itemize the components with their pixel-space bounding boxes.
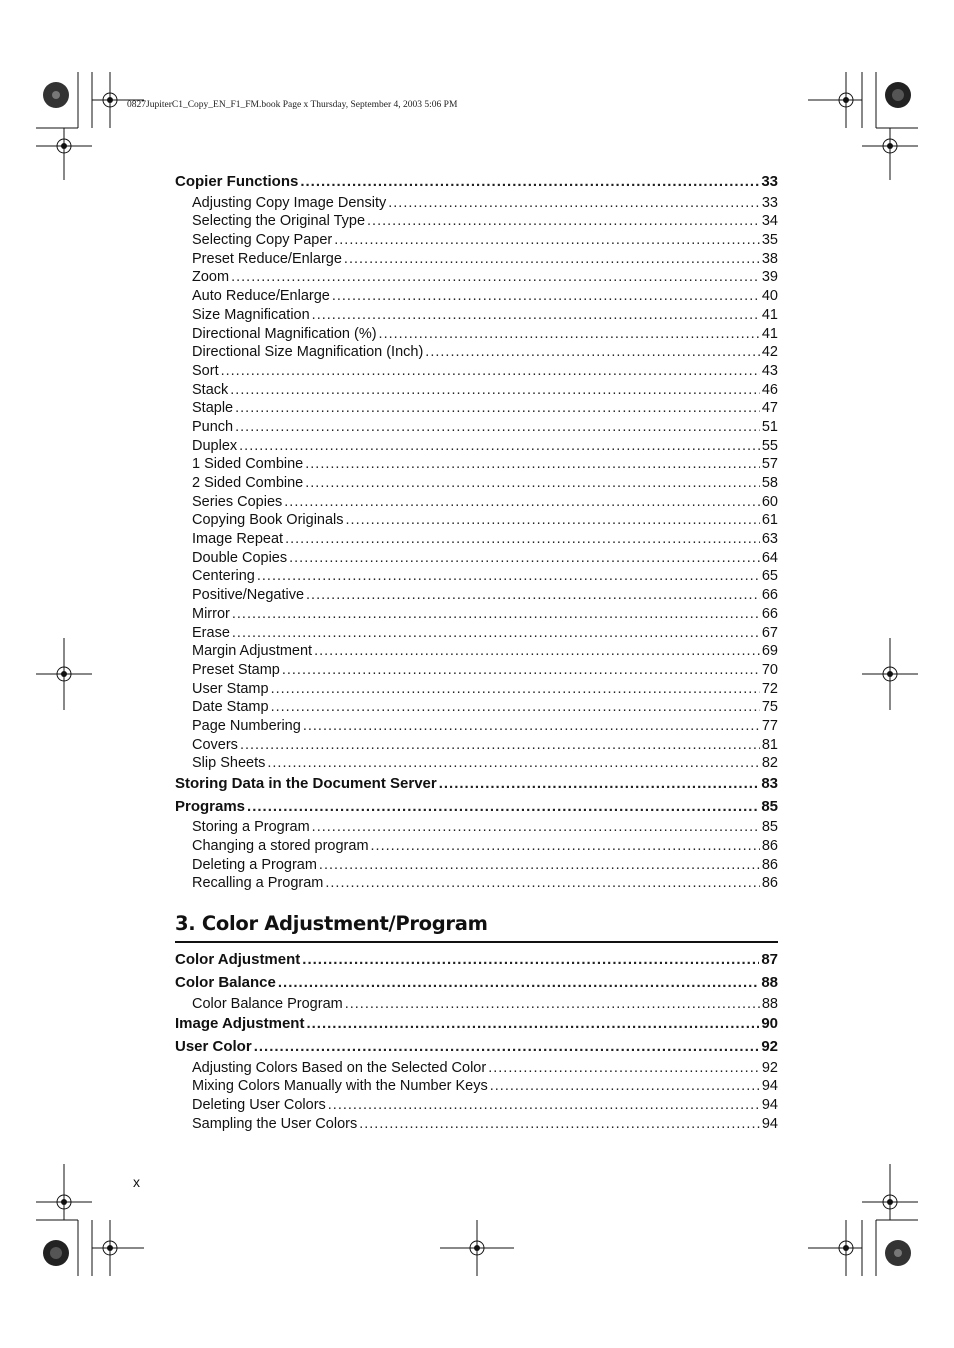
toc-entry[interactable]	[175, 418, 778, 437]
toc-entry[interactable]	[175, 325, 778, 344]
toc-entry-page: 63	[761, 531, 778, 548]
toc-entry-page: 42	[761, 344, 778, 361]
toc-entry-title: Preset Stamp	[192, 661, 280, 678]
toc-entry-page: 86	[761, 875, 778, 892]
toc-entry-page: 33	[761, 173, 778, 190]
toc-entry[interactable]	[175, 381, 778, 400]
toc-entry-page: 41	[761, 306, 778, 323]
toc-entry-page: 60	[761, 493, 778, 510]
toc-entry-main[interactable]	[175, 171, 778, 194]
toc-entry[interactable]	[175, 399, 778, 418]
toc-entry-title: User Color	[175, 1037, 252, 1055]
toc-entry-main[interactable]	[175, 1036, 778, 1059]
toc-entry-title: Mixing Colors Manually with the Number Keys	[192, 1078, 488, 1095]
dot-leader	[425, 343, 760, 362]
toc-entry-page: 94	[761, 1078, 778, 1095]
dot-leader	[332, 287, 760, 306]
toc-entry-title: Image Adjustment	[175, 1015, 305, 1033]
toc-entry-page: 34	[761, 213, 778, 230]
toc-entry[interactable]	[175, 287, 778, 306]
dot-leader	[257, 567, 760, 586]
dot-leader	[231, 268, 760, 287]
toc-entry-page: 88	[761, 995, 778, 1012]
dot-leader	[306, 1013, 759, 1036]
dot-leader	[247, 796, 759, 819]
toc-entry-title: 2 Sided Combine	[192, 475, 304, 491]
toc-entry-title: Sort	[192, 362, 219, 379]
toc-entry[interactable]	[175, 680, 778, 699]
toc-entry-page: 77	[761, 717, 778, 734]
toc-entry-title: Stack	[192, 381, 229, 398]
toc-entry[interactable]	[175, 837, 778, 856]
toc-entry-title: Mirror	[192, 605, 230, 622]
toc-entry[interactable]	[175, 455, 778, 474]
toc-entry-title: Color Balance	[175, 973, 276, 991]
dot-leader	[278, 972, 759, 995]
toc-entry-main[interactable]	[175, 972, 778, 995]
toc-entry[interactable]	[175, 268, 778, 287]
toc-entry-title: Erase	[192, 624, 230, 641]
dot-leader	[312, 818, 760, 837]
dot-leader	[367, 212, 760, 231]
toc-entry-main[interactable]	[175, 796, 778, 819]
toc-entry-page: 33	[761, 194, 778, 211]
toc-entry-page: 35	[761, 232, 778, 249]
toc-entry-title: Size Magnification	[192, 306, 310, 323]
toc-entry[interactable]	[175, 1096, 778, 1115]
toc-entry-page: 38	[761, 250, 778, 267]
toc-entry-page: 57	[761, 456, 778, 473]
toc-entry-page: 92	[761, 1037, 778, 1055]
dot-leader	[334, 231, 760, 250]
dot-leader	[235, 399, 760, 418]
toc-entry[interactable]	[175, 362, 778, 381]
toc-entry-page: 87	[761, 951, 778, 969]
toc-entry-title: Directional Size Magnification (Inch)	[192, 344, 424, 361]
toc-entry-page: 88	[761, 973, 778, 991]
dot-leader	[306, 586, 760, 605]
toc-entry[interactable]	[175, 250, 778, 269]
toc-entry-title: Centering	[192, 568, 255, 585]
toc-entry-title: User Stamp	[192, 680, 269, 697]
dot-leader	[319, 856, 760, 875]
toc-entry-title: Covers	[192, 736, 238, 753]
toc-entry-page: 82	[761, 755, 778, 772]
toc-entry-page: 92	[761, 1059, 778, 1076]
toc-entry[interactable]	[175, 874, 778, 893]
dot-leader	[346, 511, 760, 530]
toc-entry-title: Punch	[192, 418, 234, 435]
dot-leader	[325, 874, 759, 893]
toc-entry[interactable]	[175, 754, 778, 773]
toc-entry-page: 51	[761, 418, 778, 435]
toc-entry-page: 83	[761, 775, 778, 792]
toc-entry-title: Copier Functions	[175, 173, 299, 190]
toc-entry-page: 67	[761, 624, 778, 641]
toc-section-copier	[175, 171, 778, 893]
toc-entry-page: 65	[761, 568, 778, 585]
toc-entry-title: Auto Reduce/Enlarge	[192, 288, 330, 305]
toc-entry-title: Color Adjustment	[175, 951, 301, 969]
toc-entry-title: Date Stamp	[192, 699, 269, 716]
toc-entry-page: 61	[761, 512, 778, 529]
print-header-note: 0827JupiterC1_Copy_EN_F1_FM.book Page x Thursday, September 4, 2003 5:06 PM	[127, 100, 458, 110]
toc-entry-title: Changing a stored program	[192, 838, 369, 855]
dot-leader	[239, 437, 760, 456]
toc-section-color	[175, 949, 778, 1133]
dot-leader	[305, 455, 760, 474]
toc-entry-page: 85	[761, 797, 778, 815]
toc-entry[interactable]	[175, 493, 778, 512]
toc-entry[interactable]	[175, 567, 778, 586]
dot-leader	[271, 698, 760, 717]
toc-entry[interactable]	[175, 231, 778, 250]
toc-entry-title: Selecting Copy Paper	[192, 232, 333, 249]
toc-entry-page: 55	[761, 437, 778, 454]
toc-entry-title: Deleting a Program	[192, 856, 317, 873]
toc-entry-page: 69	[761, 643, 778, 660]
toc-entry-main[interactable]	[175, 773, 778, 796]
toc-entry-page: 90	[761, 1015, 778, 1033]
dot-leader	[289, 549, 760, 568]
toc-entry[interactable]	[175, 856, 778, 875]
toc-entry[interactable]	[175, 511, 778, 530]
dot-leader	[345, 995, 760, 1014]
toc-entry-title: Adjusting Copy Image Density	[192, 194, 387, 211]
toc-entry-title: Recalling a Program	[192, 875, 324, 892]
toc-entry-page: 47	[761, 400, 778, 417]
toc-entry-title: Selecting the Original Type	[192, 213, 366, 230]
toc-entry-page: 40	[761, 288, 778, 305]
dot-leader	[285, 530, 760, 549]
toc-entry[interactable]	[175, 1077, 778, 1096]
toc-entry-title: Preset Reduce/Enlarge	[192, 250, 342, 267]
toc-entry-title: Programs	[175, 797, 246, 815]
toc-entry[interactable]	[175, 605, 778, 624]
dot-leader	[267, 754, 760, 773]
toc-entry[interactable]	[175, 530, 778, 549]
dot-leader	[221, 362, 760, 381]
toc-entry[interactable]	[175, 1115, 778, 1134]
toc-entry-title: Deleting User Colors	[192, 1096, 326, 1113]
toc-entry[interactable]	[175, 549, 778, 568]
dot-leader	[439, 773, 760, 796]
toc-entry-title: Duplex	[192, 437, 238, 454]
toc-entry-title: Color Balance Program	[192, 995, 343, 1012]
dot-leader	[254, 1036, 760, 1059]
toc-entry[interactable]	[175, 343, 778, 362]
toc-entry-page: 66	[761, 587, 778, 604]
toc-entry-title: Zoom	[192, 269, 230, 286]
dot-leader	[271, 680, 760, 699]
dot-leader	[230, 381, 760, 400]
dot-leader	[232, 605, 760, 624]
toc-entry-title: 1 Sided Combine	[192, 456, 304, 473]
toc-entry[interactable]	[175, 818, 778, 837]
toc-entry-page: 94	[761, 1115, 778, 1132]
dot-leader	[314, 642, 760, 661]
toc-entry-title: Directional Magnification (%)	[192, 325, 377, 342]
toc-entry-title: Staple	[192, 400, 234, 417]
toc-entry[interactable]	[175, 1059, 778, 1078]
toc-entry-page: 39	[761, 269, 778, 286]
dot-leader	[300, 171, 759, 194]
dot-leader	[490, 1077, 760, 1096]
toc-entry[interactable]	[175, 736, 778, 755]
toc-entry[interactable]	[175, 661, 778, 680]
dot-leader	[488, 1059, 760, 1078]
dot-leader	[235, 418, 760, 437]
dot-leader	[328, 1096, 760, 1115]
toc-entry-page: 70	[761, 661, 778, 678]
toc-entry[interactable]	[175, 717, 778, 736]
toc-entry-title: Storing a Program	[192, 819, 310, 836]
toc-entry-page: 72	[761, 680, 778, 697]
dot-leader	[379, 325, 760, 344]
dot-leader	[284, 493, 760, 512]
dot-leader	[371, 837, 760, 856]
toc-entry-page: 66	[761, 605, 778, 622]
toc-entry-page: 81	[761, 736, 778, 753]
toc-entry[interactable]	[175, 306, 778, 325]
toc-entry-title: Positive/Negative	[192, 587, 305, 604]
toc-entry-page: 85	[761, 819, 778, 836]
toc-entry-title: Slip Sheets	[192, 755, 266, 772]
toc-entry[interactable]	[175, 212, 778, 231]
dot-leader	[232, 624, 760, 643]
toc-entry-title: Adjusting Colors Based on the Selected Color	[192, 1059, 487, 1076]
toc-entry-title: Sampling the User Colors	[192, 1115, 358, 1132]
toc-entry-title: Double Copies	[192, 549, 288, 566]
toc-entry[interactable]	[175, 642, 778, 661]
toc-entry-title: Margin Adjustment	[192, 643, 313, 660]
toc-entry-page: 86	[761, 856, 778, 873]
dot-leader	[240, 736, 760, 755]
toc-entry-page: 75	[761, 699, 778, 716]
toc-entry-page: 58	[761, 475, 778, 491]
toc-entry[interactable]	[175, 194, 778, 213]
toc-entry-title: Page Numbering	[192, 717, 301, 734]
toc-entry[interactable]	[175, 474, 778, 493]
toc-entry-page: 86	[761, 838, 778, 855]
chapter-heading: 3. Color Adjustment/Program	[175, 907, 778, 943]
dot-leader	[388, 194, 760, 213]
toc-entry-page: 43	[761, 362, 778, 379]
dot-leader	[312, 306, 760, 325]
toc-entry[interactable]	[175, 624, 778, 643]
toc-entry-title: Series Copies	[192, 493, 283, 510]
toc-entry-page: 41	[761, 325, 778, 342]
toc-entry-page: 46	[761, 381, 778, 398]
dot-leader	[302, 949, 759, 972]
toc-entry-title: Copying Book Originals	[192, 512, 344, 529]
dot-leader	[359, 1115, 760, 1134]
toc-entry[interactable]	[175, 586, 778, 605]
toc-entry-title: Storing Data in the Document Server	[175, 775, 437, 792]
toc-entry-page: 94	[761, 1096, 778, 1113]
page-number: x	[133, 1174, 140, 1190]
toc-entry-main[interactable]	[175, 1013, 778, 1036]
dot-leader	[282, 661, 760, 680]
dot-leader	[344, 250, 760, 269]
toc-entry-main[interactable]	[175, 949, 778, 972]
toc-entry[interactable]	[175, 437, 778, 456]
table-of-contents	[175, 171, 778, 1133]
toc-entry[interactable]	[175, 698, 778, 717]
dot-leader	[303, 717, 760, 736]
dot-leader	[305, 474, 760, 493]
toc-entry[interactable]	[175, 995, 778, 1014]
toc-entry-title: Image Repeat	[192, 531, 284, 548]
toc-entry-page: 64	[761, 549, 778, 566]
